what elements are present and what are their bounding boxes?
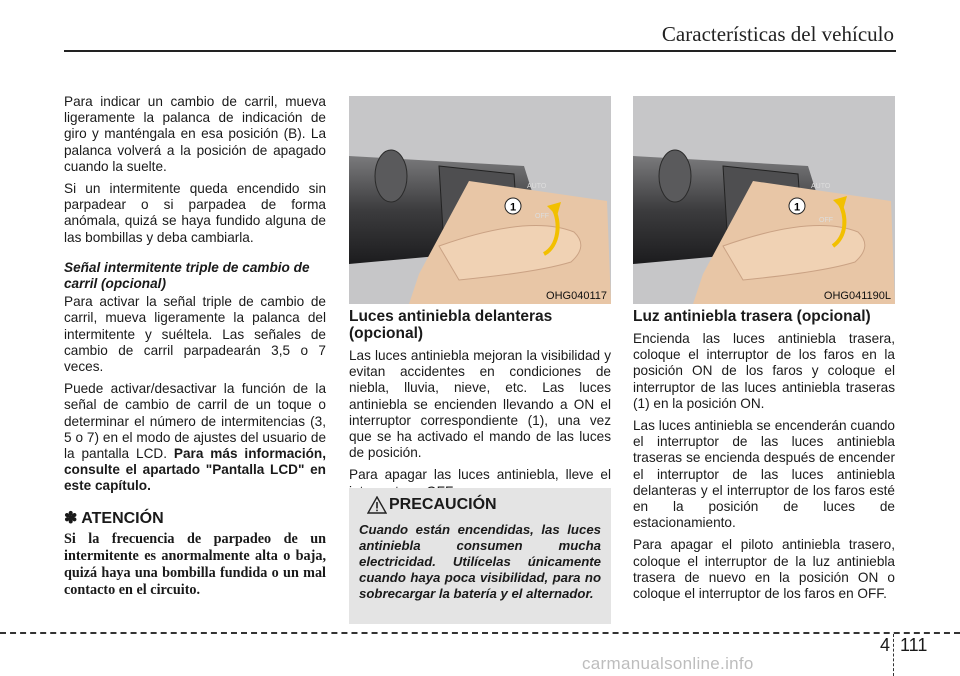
chapter-number: 4	[880, 635, 891, 655]
watermark: carmanualsonline.info	[582, 654, 754, 673]
figure-code: OHG040117	[546, 290, 607, 302]
paragraph: Encienda las luces antiniebla trasera, coloque el interruptor de los faros en la posición ON de los faros y coloque el interruptor de las luces antiniebla traseras (1) en la posición ON.	[633, 331, 895, 411]
paragraph: Para activar la señal triple de cambio de carril, mueva ligeramente la palanca del intermitente y suéltela. Las señales de cambio de carril parpadearán 3,5 o 7 veces.	[64, 294, 326, 375]
caution-body: Cuando están encendidas, las luces antiniebla consumen mucha electricidad. Utilícelas únicamente cuando haya poca visibilidad, para no sobrecargar la batería y el alternador.	[359, 522, 601, 601]
header-rule	[64, 50, 896, 52]
paragraph	[64, 381, 326, 494]
paragraph-bold-text: Para más información, consulte el apartado "Pantalla LCD" en este capítulo.	[64, 446, 326, 494]
atencion-body: Si la frecuencia de parpadeo de un intermitente es anormalmente alta o baja, quizá haya una bombilla fundida o un mal contacto en el circuito.	[64, 530, 326, 598]
lever-end-cap	[659, 150, 691, 202]
header-title: Características del vehículo	[661, 22, 894, 46]
switch-text-off: OFF	[819, 217, 833, 224]
switch-text-off: OFF	[535, 213, 549, 220]
column-1	[64, 94, 326, 599]
figure-rear-fog-switch	[633, 96, 895, 304]
callout-label: 1	[509, 201, 517, 214]
paragraph: Las luces antiniebla se encenderán cuando el interruptor de las luces antiniebla traseras se encienda después de encender el interruptor de las luces antiniebla delanteras y el interruptor de los faros esté en la posición de luces de estacionamiento.	[633, 418, 895, 531]
caution-header	[367, 496, 497, 514]
caution-box	[349, 488, 611, 624]
figure-front-fog-switch	[349, 96, 611, 304]
page-number: 111	[900, 635, 928, 655]
section-title: Luz antiniebla trasera (opcional)	[633, 308, 871, 325]
figure-code: OHG041190L	[823, 290, 891, 302]
paragraph: Si un intermitente queda encendido sin parpadear o si parpadea de forma anómala, quizá se haya fundido alguna de las bombillas y deba cambiarla.	[64, 181, 326, 245]
paragraph: Para indicar un cambio de carril, mueva ligeramente la palanca de indicación de giro y manténgala en esa posición (B). La palanca volverá a la posición de apagado cuando la suelte.	[64, 94, 326, 174]
caution-title: PRECAUCIÓN	[389, 496, 497, 513]
section-title: Luces antiniebla delanteras (opcional)	[349, 308, 553, 342]
column-2	[349, 308, 611, 506]
column-3	[633, 308, 895, 608]
warning-triangle-icon	[367, 496, 387, 514]
footer-rule	[0, 632, 960, 634]
atencion-title: ✽ ATENCIÓN	[64, 509, 164, 527]
callout-label: 1	[793, 201, 801, 214]
lever-illustration	[349, 96, 611, 304]
paragraph: Para apagar el piloto antiniebla trasero, coloque el interruptor de la luz antiniebla trasera de nuevo en la posición ON o coloque el interruptor de los faros en OFF.	[633, 537, 895, 602]
footer-divider	[893, 634, 894, 676]
paragraph-text: Puede activar/desactivar la función de la señal de cambio de carril de un toque o determinar el número de intermitencias (3, 5 o 7) en el modo de ajustes del usuario de la pantalla LCD.	[64, 381, 326, 462]
atencion-box	[64, 511, 326, 599]
switch-text-auto: AUTO	[811, 183, 831, 190]
lever-illustration	[633, 96, 895, 304]
subheading: Señal intermitente triple de cambio de carril (opcional)	[64, 259, 310, 292]
switch-text-auto: AUTO	[527, 183, 547, 190]
paragraph: Para apagar las luces antiniebla, lleve el	[349, 467, 611, 483]
lever-end-cap	[375, 150, 407, 202]
paragraph: Las luces antiniebla mejoran la visibilidad y evitan accidentes en condiciones de niebla, lluvia, nieve, etc. Las luces antiniebla se encienden llevando a ON el interruptor correspondiente (1), una vez que se ha activado el mando de las luces de posición.	[349, 348, 611, 461]
